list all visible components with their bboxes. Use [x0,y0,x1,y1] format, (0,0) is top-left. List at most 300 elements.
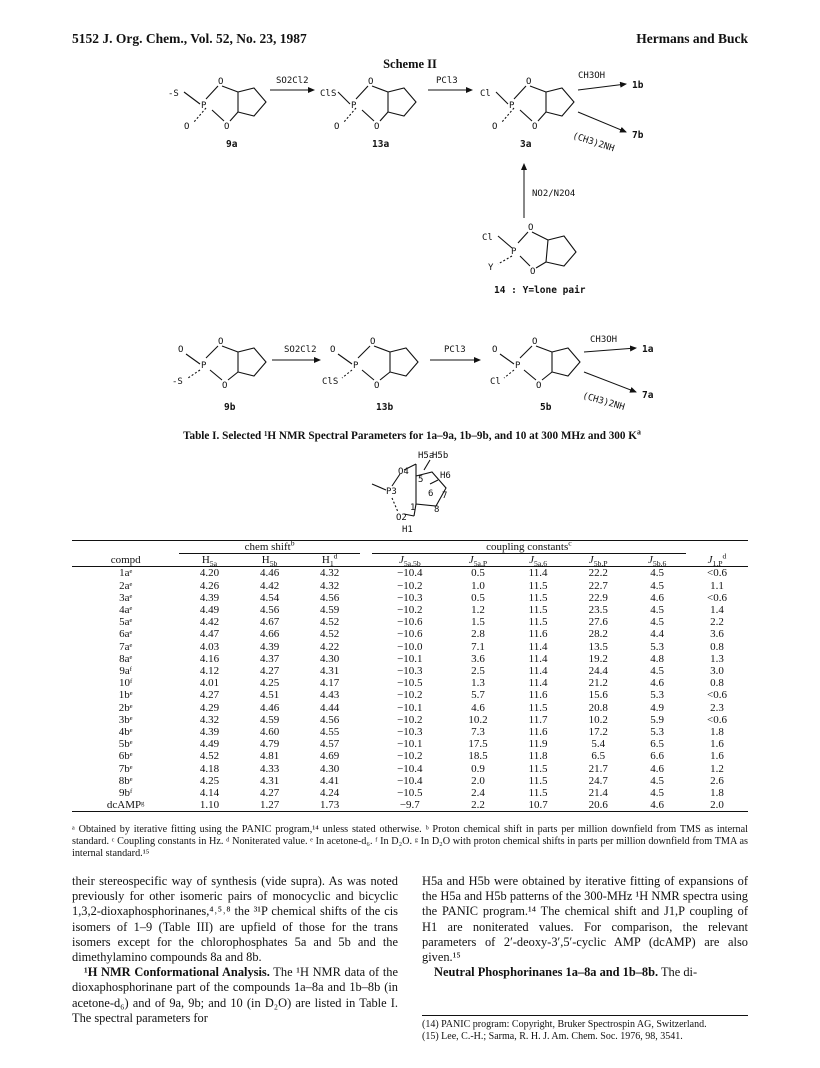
table-cell: 11.4 [528,567,548,580]
table-cell: 0.9 [471,762,485,775]
table-cell: 1.4 [710,604,724,617]
table-cell: −10.4 [397,774,423,787]
col-h5b: $H_{5b}$ [240,554,300,567]
table-cell: 11.5 [528,616,548,629]
table-cell: 4.39 [199,591,220,604]
table-cell: −10.2 [397,750,423,763]
table-row [72,714,748,726]
table-cell: 20.8 [588,701,608,714]
atom-o-13a-left: O [334,122,340,132]
atom-o-5b-ring: O [536,381,542,391]
reference-15: (15) Lee, C.-H.; Sarma, R. H. J. Am. Chem. Soc. 1976, 98, 3541. [422,1030,683,1042]
section-heading: ¹H NMR Conformational Analysis. [84,965,270,980]
table-cell: 4.59 [259,713,280,726]
table-cell: 6.5 [591,750,606,763]
atom-p-14: P [511,247,517,257]
table-row [72,580,748,592]
reagent-me2nh-bottom: (CH3)2NH [581,391,626,413]
table-cell: 4.81 [259,750,280,763]
struct-o4: O4 [398,467,409,477]
atom-y-14: Y [488,263,494,273]
table-cell: 10.2 [468,713,488,726]
table-cell: 4.03 [199,640,220,653]
col-compd: compd [72,554,179,567]
table-cell: −10.6 [397,628,423,641]
journal-citation: 5152 J. Org. Chem., Vol. 52, No. 23, 1987 [72,31,307,46]
table-cell: 5.3 [650,640,664,653]
table-cell: 2.6 [710,774,724,787]
table-cell: 5.9 [650,713,664,726]
table-cell: 5.3 [650,689,664,702]
table-row [72,592,748,604]
table-cell: 1.3 [471,677,485,690]
table-cell: 7.3 [471,726,485,739]
table-row [72,677,748,689]
col-j5ap: $J_{5a,P}$ [448,554,508,567]
table-cell: 11.8 [528,750,548,763]
table-cell: 1.6 [710,738,724,751]
table-cell: 4.42 [199,616,220,629]
table-row [72,799,748,812]
atom-o-9a-left: O [184,122,190,132]
table-cell: 4.57 [320,738,340,751]
struct-h1: H1 [402,525,413,535]
table-cell: −10.2 [397,713,423,726]
table-cell: 3.6 [471,652,485,665]
table-cell: 4.42 [259,579,280,592]
table-cell: 3.0 [710,665,724,678]
body-paragraph: their stereospecific way of synthesis (vide supra). As was noted previously for other isomeric pairs of monocyclic and bicyclic 1,3,2-dioxaphosphorinanes,⁴˒⁵˒⁸ the ³¹P chemical shifts of the cis isomers of 1–9 (Table III) are upfield of those for the trans isomers except for the chlorophosphates 5a and 5b and the dimethylamino compounds 8a and 8b. [72,874,398,965]
struct-h5b: H5b [432,451,449,461]
table-cell: 4.5 [650,665,664,678]
table-cell: 24.7 [588,774,608,787]
atom-o-5b-top: O [532,337,538,347]
table-cell: −10.5 [397,787,423,800]
table-cell: 4.14 [199,787,220,800]
table-cell: −10.2 [397,689,423,702]
body-column-left [72,874,398,1026]
table-cell: 4.32 [320,579,340,592]
table-cell: 8bᵉ [118,774,133,787]
struct-n1: 1 [410,503,416,513]
table-cell: 2.2 [710,616,724,629]
table-cell: 11.6 [528,726,548,739]
body-column-right [422,874,748,980]
table-cell: 6aᵉ [119,628,133,641]
scheme-title: Scheme II [383,57,437,71]
table-cell: 17.5 [468,738,488,751]
table-cell: 4.8 [650,652,664,665]
struct-n8: 8 [434,505,440,515]
body-paragraph: Neutral Phosphorinanes 1a–8a and 1b–8b. The di- [434,965,698,980]
references [422,1015,748,1042]
table-row [72,641,748,653]
product-1b: 1b [632,80,644,91]
label-13a: 13a [372,139,390,150]
table-cell: 13.5 [588,640,608,653]
table-cell: 2.2 [448,799,508,812]
label-3a: 3a [520,139,532,150]
table-cell: 7aᵉ [119,640,133,653]
table-cell: 4.27 [199,689,220,702]
table-cell: 11.5 [528,591,548,604]
table-cell: −10.1 [397,701,423,714]
table-cell: −10.5 [397,677,423,690]
table-cell: 0.8 [710,677,724,690]
table-cell: 1.0 [471,579,485,592]
nmr-table [72,540,748,812]
col-j1p: $J_{1,P}^d$ [686,554,748,567]
product-1a: 1a [642,344,654,355]
struct-h6: H6 [440,471,451,481]
table-cell: 4.6 [650,762,664,775]
table-cell: 24.4 [588,665,608,678]
table-cell: 1.10 [179,799,239,812]
table-cell: 4.32 [199,713,220,726]
table-row [72,665,748,677]
table-cell: 4.54 [259,591,280,604]
table-cell: 4.25 [259,677,280,690]
col-j5a5b: $J_{5a,5b}$ [372,554,448,567]
table-cell: <0.6 [707,591,727,604]
table-cell: −10.3 [397,665,423,678]
table-cell: 3.6 [710,628,724,641]
table-cell: 2aᵉ [119,579,133,592]
atom-p-3a: P [509,101,515,111]
table-row [72,738,748,750]
table-cell: 8aᵉ [119,652,133,665]
atom-p-9a: P [201,101,207,111]
atom-o-9a-top: O [218,77,224,87]
reference-14: (14) PANIC program: Copyright, Bruker Spectrospin AG, Switzerland. [422,1019,707,1030]
table-cell: 4.56 [259,604,280,617]
table-cell: 4.6 [650,677,664,690]
table-cell: 2.0 [471,774,485,787]
table-cell: 4.5 [650,604,664,617]
table-cell: 2.8 [471,628,485,641]
table-cell: 20.6 [568,799,628,812]
table-cell: 4.29 [199,701,220,714]
reagent-me2nh-top: (CH3)2NH [571,131,616,155]
atom-o-14-ring: O [530,267,536,277]
table-cell: −10.3 [397,726,423,739]
atom-p-9b: P [201,361,207,371]
atom-cl-5b: Cl [490,377,501,387]
atom-p-13b: P [353,361,359,371]
table-cell: 1.2 [710,762,724,775]
table-cell: 7bᵉ [118,762,133,775]
table-cell: 4.41 [320,774,340,787]
table-cell: 11.6 [528,689,548,702]
table-footnotes: ᵃ Obtained by iterative fitting using the PANIC program,¹⁴ unless stated otherwise. ᵇ Proton chemical shift in parts per million downfield from TMS as internal standard. ᶜ Coupling constants in Hz. ᵈ Noniterated value. ᵉ In acetone-d₆. ᶠ In D₂O. ᵍ In D₂O with proton chemical shifts in parts per million downfield from TMA as internal standard.¹⁵ [72,824,748,859]
atom-s-13a: S [331,89,337,99]
table-cell: 4.66 [259,628,280,641]
table-cell: 10.7 [508,799,568,812]
table-row [72,726,748,738]
table-cell: <0.6 [707,689,727,702]
table-cell: 0.8 [710,640,724,653]
table-cell: 11.4 [528,652,548,665]
table-cell: 11.7 [528,713,548,726]
atom-o-5b-exo: O [492,345,498,355]
table-cell: 5aᵉ [119,616,133,629]
table-cell: −10.6 [397,616,423,629]
atom-cl-14: Cl [482,233,493,243]
reagent-meoh-top: CH3OH [578,71,606,81]
table-cell: 4.47 [199,628,220,641]
table-cell: 4.49 [199,604,220,617]
table-cell: 4.5 [650,787,664,800]
table-row [72,702,748,714]
table-cell: 11.5 [528,701,548,714]
table-cell: −9.7 [372,799,448,812]
atom-o-9b-top: O [218,337,224,347]
atom-s-9a: -S [168,89,179,99]
table-cell: 1.6 [710,750,724,763]
table-cell: 4.69 [320,750,340,763]
table-cell: 11.5 [528,762,548,775]
table-cell: 1.5 [471,616,485,629]
table-cell: 4.6 [471,701,485,714]
table-cell: 4.27 [259,665,280,678]
table-cell: 4.4 [650,628,664,641]
table-cell: 4.43 [320,689,340,702]
table-cell: 22.9 [588,591,608,604]
table-row [72,616,748,628]
atom-o-13a-ring: O [374,122,380,132]
table-row [72,689,748,701]
table-cell: 11.4 [528,665,548,678]
atom-o-13b-ring: O [374,381,380,391]
table-cell: 28.2 [588,628,608,641]
table-cell: 6.5 [650,738,664,751]
table-cell: 11.4 [528,677,548,690]
table-cell: 4.30 [320,652,340,665]
table-cell: 4.55 [320,726,340,739]
table-row [72,763,748,775]
table-cell: 4.44 [320,701,340,714]
table-cell: 0.5 [471,567,485,580]
table-cell: 18.5 [468,750,488,763]
table-cell: 4bᵉ [118,726,133,739]
table-row [72,775,748,787]
table-cell: 4.60 [259,726,280,739]
table-row [72,567,748,580]
table-cell: 4.30 [320,762,340,775]
struct-h5a: H5a [418,451,435,461]
table-cell: 5.4 [591,738,606,751]
table-cell: 4.67 [259,616,280,629]
atom-cls-13b: ClS [322,377,339,387]
table-cell: 2.4 [471,787,485,800]
table-cell: 11.6 [528,628,548,641]
table-row [72,787,748,799]
reagent-so2cl2-bottom: SO2Cl2 [284,345,317,355]
table-body [72,567,748,812]
table-cell: 11.5 [528,579,548,592]
table-cell: 4.5 [650,774,664,787]
col-h1: $H_1^d$ [300,554,360,567]
table-cell: 4.5 [650,567,664,580]
table-cell: 11.5 [528,774,548,787]
table-cell: 4.25 [199,774,220,787]
table-cell: 1.2 [471,604,485,617]
table-cell: 23.5 [588,604,608,617]
table-cell: <0.6 [707,567,727,580]
table-cell: 1.8 [710,787,724,800]
atom-o-3a-left: O [492,122,498,132]
table-cell: 4.16 [199,652,220,665]
col-j5bp: $J_{5b,P}$ [568,554,628,567]
table-cell: 4.26 [199,579,220,592]
table-cell: 21.7 [588,762,608,775]
table-cell: 21.2 [588,677,608,690]
table-cell: 27.6 [588,616,608,629]
col-j5a6: $J_{5a,6}$ [508,554,568,567]
table-cell: 4.31 [259,774,280,787]
table-cell: 4.46 [259,567,280,580]
table-cell: 17.2 [588,726,608,739]
table-cell: 15.6 [588,689,608,702]
table-cell: 4.59 [320,604,340,617]
atom-p-13a: P [351,101,357,111]
table-cell: 4.6 [650,591,664,604]
struct-o2: O2 [396,513,407,523]
product-7b: 7b [632,130,644,141]
table-cell: 4.33 [259,762,280,775]
table-cell: −10.2 [397,604,423,617]
table-cell: 4.49 [199,738,220,751]
table-cell: 1.73 [300,799,360,812]
table-cell: 7.1 [471,640,485,653]
atom-o-3a-top: O [526,77,532,87]
atom-cl-3a: Cl [480,89,491,99]
label-5b: 5b [540,402,552,413]
table-cell: 4.12 [199,665,220,678]
table-cell: −10.0 [397,640,423,653]
table-cell: 4.31 [320,665,340,678]
table-cell: 4.79 [259,738,280,751]
table-cell: 11.5 [528,604,548,617]
reagent-meoh-bottom: CH3OH [590,335,618,345]
table-cell: 10ᶠ [119,677,133,690]
struct-n7: 7 [442,491,448,501]
table-cell: 1.3 [710,652,724,665]
table-cell: 4.56 [320,713,340,726]
authors-header: Hermans and Buck [636,31,748,46]
table-cell: 4.37 [259,652,280,665]
atom-o-9a-ring: O [224,122,230,132]
atom-o-3a-ring: O [532,122,538,132]
table-cell: 4.46 [259,701,280,714]
table-cell: 22.7 [588,579,608,592]
table-cell: −10.2 [397,579,423,592]
product-7a: 7a [642,390,654,401]
table-cell: 3aᵉ [119,591,133,604]
table-cell: 3bᵉ [118,713,133,726]
table-cell: 19.2 [588,652,608,665]
table-cell: 4.52 [320,616,340,629]
atom-p-5b: P [515,361,521,371]
atom-cl-13a: Cl [320,89,331,99]
atom-o-9b-exo: O [178,345,184,355]
table-cell: −10.4 [397,762,423,775]
atom-o-9b-ring: O [222,381,228,391]
table-cell: 11.4 [528,640,548,653]
label-13b: 13b [376,402,394,413]
table-cell: −10.4 [397,567,423,580]
table-caption: Table I. Selected ¹H NMR Spectral Parameters for 1a–9a, 1b–9b, and 10 at 300 MHz and 300 $K^a$ [183,427,641,442]
struct-n6: 6 [428,489,434,499]
table-cell: 6bᵉ [118,750,133,763]
section-heading: Neutral Phosphorinanes 1a–8a and 1b–8b. [434,965,659,980]
table-cell: 11.5 [528,787,548,800]
table-cell: 1.1 [710,579,724,592]
table-cell: 6.6 [650,750,664,763]
table-cell: 10.2 [588,713,608,726]
reagent-so2cl2-top: SO2Cl2 [276,76,309,86]
struct-p3: P3 [386,487,397,497]
atom-o-13b-top: O [370,337,376,347]
table-cell: <0.6 [707,713,727,726]
table-cell: 4.9 [650,701,664,714]
body-paragraph: H5a and H5b were obtained by iterative fitting of expansions of the H5a and H5b patterns of the 300-MHz ¹H NMR spectra using the PANIC program.¹⁴ The chemical shift and J1,P coupling of H1 are noniterated values. For comparison, the relevant parameters of 2′-deoxy-3′,5′-cyclic AMP (dcAMP) are also given.¹⁵ [422,874,748,965]
atom-o-14-top: O [528,223,534,233]
table-cell: 1bᵉ [118,689,133,702]
table-cell: dcAMPᵍ [72,799,179,812]
reagent-pcl3-top: PCl3 [436,76,458,86]
label-9b: 9b [224,402,236,413]
table-row [72,653,748,665]
col-j5b6: $J_{5b,6}$ [628,554,686,567]
table-cell: 2bᵉ [118,701,133,714]
atom-s-9b: -S [172,377,183,387]
table-cell: 4.39 [199,726,220,739]
group-header-shift: chem shift$^b$ [179,541,359,554]
table-cell: 4.01 [199,677,220,690]
table-cell: 4aᵉ [119,604,133,617]
table-cell: 4.6 [628,799,686,812]
table-cell: 4.24 [320,787,340,800]
table-cell: 4.5 [650,579,664,592]
table-cell: 22.2 [588,567,608,580]
label-14: 14 : Y=lone pair [494,285,586,296]
label-9a: 9a [226,139,238,150]
table-cell: 11.9 [528,738,548,751]
table-cell: 4.39 [259,640,280,653]
struct-n5: 5 [418,475,424,485]
table-cell: 4.56 [320,591,340,604]
table-cell: 4.51 [259,689,280,702]
body-paragraph: ¹H NMR Conformational Analysis. The ¹H NMR data of the dioxaphosphorinane part of the compounds 1a–8a and 1b–8b (in acetone-d₆) and of 9a, 9b; and 10 (in D₂O) are listed in Table I. The spectral parameters for [72,965,398,1025]
table-row [72,750,748,762]
table-cell: 5.3 [650,726,664,739]
table-row [72,604,748,616]
table-cell: 1.27 [240,799,300,812]
table-cell: −10.1 [397,738,423,751]
col-h5a: $H_{5a}$ [179,554,239,567]
table-cell: 0.5 [471,591,485,604]
table-cell: 21.4 [588,787,608,800]
table-cell: 1aᵉ [119,567,133,580]
reagent-pcl3-bottom: PCl3 [444,345,466,355]
reagent-n2o4: NO2/N2O4 [532,189,576,199]
table-cell: −10.1 [397,652,423,665]
table-row [72,628,748,640]
table-cell: 5.7 [471,689,485,702]
atom-o-13a-top: O [368,77,374,87]
table-cell: 1.8 [710,726,724,739]
